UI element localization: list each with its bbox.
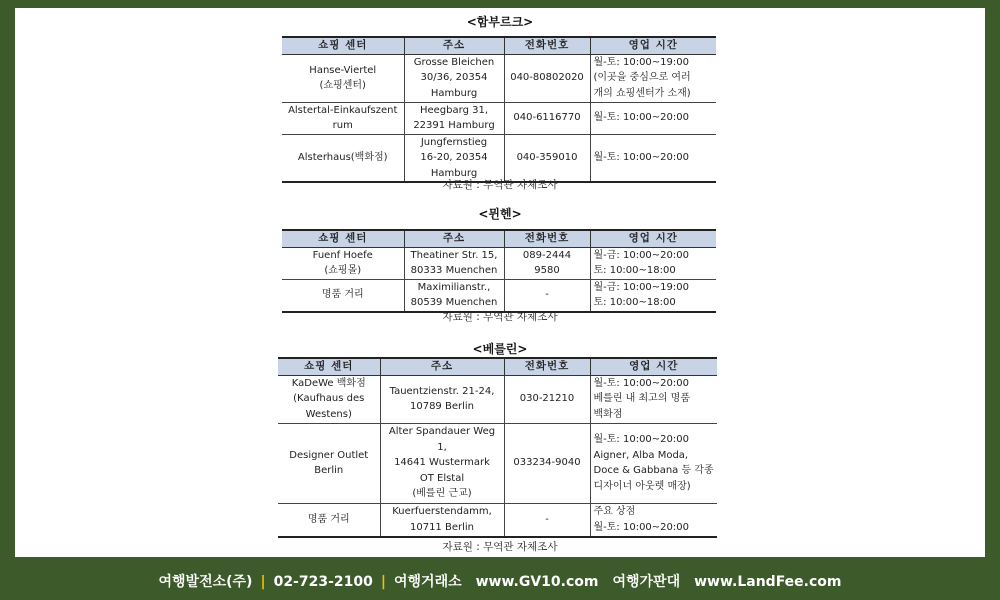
cell-address: Maximilianstr., 80539 Muenchen — [404, 279, 504, 312]
header-phone: 전화번호 — [504, 358, 590, 375]
source-note-hamburg: 자료원 : 무역관 자체조사 — [442, 179, 558, 191]
table-row — [278, 423, 717, 503]
header-address: 주소 — [404, 230, 504, 247]
cell-name: Hanse-Viertel (쇼핑센터) — [282, 54, 404, 102]
header-hours: 영업 시간 — [590, 37, 716, 54]
cell-hours: 월-금: 10:00~19:00 토: 10:00~18:00 — [590, 279, 716, 312]
footer-board-link[interactable]: www.LandFee.com — [694, 574, 842, 590]
header-hours: 영업 시간 — [590, 358, 717, 375]
cell-phone: 089-2444 9580 — [504, 247, 590, 279]
table-header-row — [282, 37, 716, 54]
cell-name: Alstertal-Einkaufszent rum — [282, 102, 404, 134]
cell-name: Designer Outlet Berlin — [278, 423, 380, 503]
cell-name: 명품 거리 — [278, 503, 380, 537]
table-row — [282, 134, 716, 182]
footer-company: 여행발전소(주) — [158, 574, 253, 590]
cell-name: KaDeWe 백화점 (Kaufhaus des Westens) — [278, 375, 380, 423]
table-row — [278, 375, 717, 423]
footer-phone: 02-723-2100 — [273, 574, 373, 590]
cell-hours: 월-토: 10:00~20:00 — [590, 134, 716, 182]
section-title-hamburg: <함부르크> — [466, 15, 534, 29]
footer-separator: | — [380, 574, 386, 590]
table-munich — [282, 229, 716, 313]
section-title-berlin: <베를린> — [472, 342, 528, 356]
cell-name: Fuenf Hoefe (쇼핑몰) — [282, 247, 404, 279]
cell-phone: 040-359010 — [504, 134, 590, 182]
cell-address: Jungfernstieg 16-20, 20354 Hamburg — [404, 134, 504, 182]
cell-hours: 월-토: 10:00~20:00 베를린 내 최고의 명품 백화점 — [590, 375, 717, 423]
header-phone: 전화번호 — [504, 37, 590, 54]
table-row — [282, 54, 716, 102]
cell-address: Grosse Bleichen 30/36, 20354 Hamburg — [404, 54, 504, 102]
header-hours: 영업 시간 — [590, 230, 716, 247]
table-header-row — [282, 230, 716, 247]
cell-address: Alter Spandauer Weg 1, 14641 Wustermark OT Elstal (베를린 근교) — [380, 423, 504, 503]
document-page — [15, 8, 985, 557]
footer-bar — [0, 571, 1000, 591]
cell-phone: 030-21210 — [504, 375, 590, 423]
table-hamburg — [282, 36, 716, 183]
cell-phone: 040-6116770 — [504, 102, 590, 134]
cell-phone: 033234-9040 — [504, 423, 590, 503]
table-berlin — [278, 357, 717, 538]
cell-name: Alsterhaus(백화점) — [282, 134, 404, 182]
header-shopping-center: 쇼핑 센터 — [282, 230, 404, 247]
table-row — [282, 247, 716, 279]
table-header-row — [278, 358, 717, 375]
header-phone: 전화번호 — [504, 230, 590, 247]
cell-address: Tauentzienstr. 21-24, 10789 Berlin — [380, 375, 504, 423]
header-shopping-center: 쇼핑 센터 — [282, 37, 404, 54]
footer-exchange-link[interactable]: www.GV10.com — [475, 574, 599, 590]
cell-hours: 월-토: 10:00~19:00 (이곳을 중심으로 여러 개의 쇼핑센터가 소재) — [590, 54, 716, 102]
source-note-munich: 자료원 : 무역관 자체조사 — [442, 311, 558, 323]
cell-address: Kuerfuerstendamm, 10711 Berlin — [380, 503, 504, 537]
cell-address: Theatiner Str. 15, 80333 Muenchen — [404, 247, 504, 279]
cell-hours: 월-금: 10:00~20:00 토: 10:00~18:00 — [590, 247, 716, 279]
header-shopping-center: 쇼핑 센터 — [278, 358, 380, 375]
cell-phone: 040-80802020 — [504, 54, 590, 102]
header-address: 주소 — [404, 37, 504, 54]
section-title-munich: <뮌헨> — [478, 207, 522, 221]
table-row — [282, 102, 716, 134]
table-row — [282, 279, 716, 312]
footer-board: 여행가판대 — [612, 574, 681, 590]
footer-separator: | — [260, 574, 266, 590]
cell-phone: - — [504, 279, 590, 312]
footer-exchange: 여행거래소 — [394, 574, 462, 590]
cell-address: Heegbarg 31, 22391 Hamburg — [404, 102, 504, 134]
cell-hours: 월-토: 10:00~20:00 Aigner, Alba Moda, Doce & Gabbana 등 각종 디자이너 아웃렛 매장) — [590, 423, 717, 503]
cell-name: 명품 거리 — [282, 279, 404, 312]
header-address: 주소 — [380, 358, 504, 375]
cell-hours: 월-토: 10:00~20:00 — [590, 102, 716, 134]
source-note-berlin: 자료원 : 무역관 자체조사 — [442, 541, 558, 553]
cell-phone: - — [504, 503, 590, 537]
table-row — [278, 503, 717, 537]
cell-hours: 주요 상점 월-토: 10:00~20:00 — [590, 503, 717, 537]
